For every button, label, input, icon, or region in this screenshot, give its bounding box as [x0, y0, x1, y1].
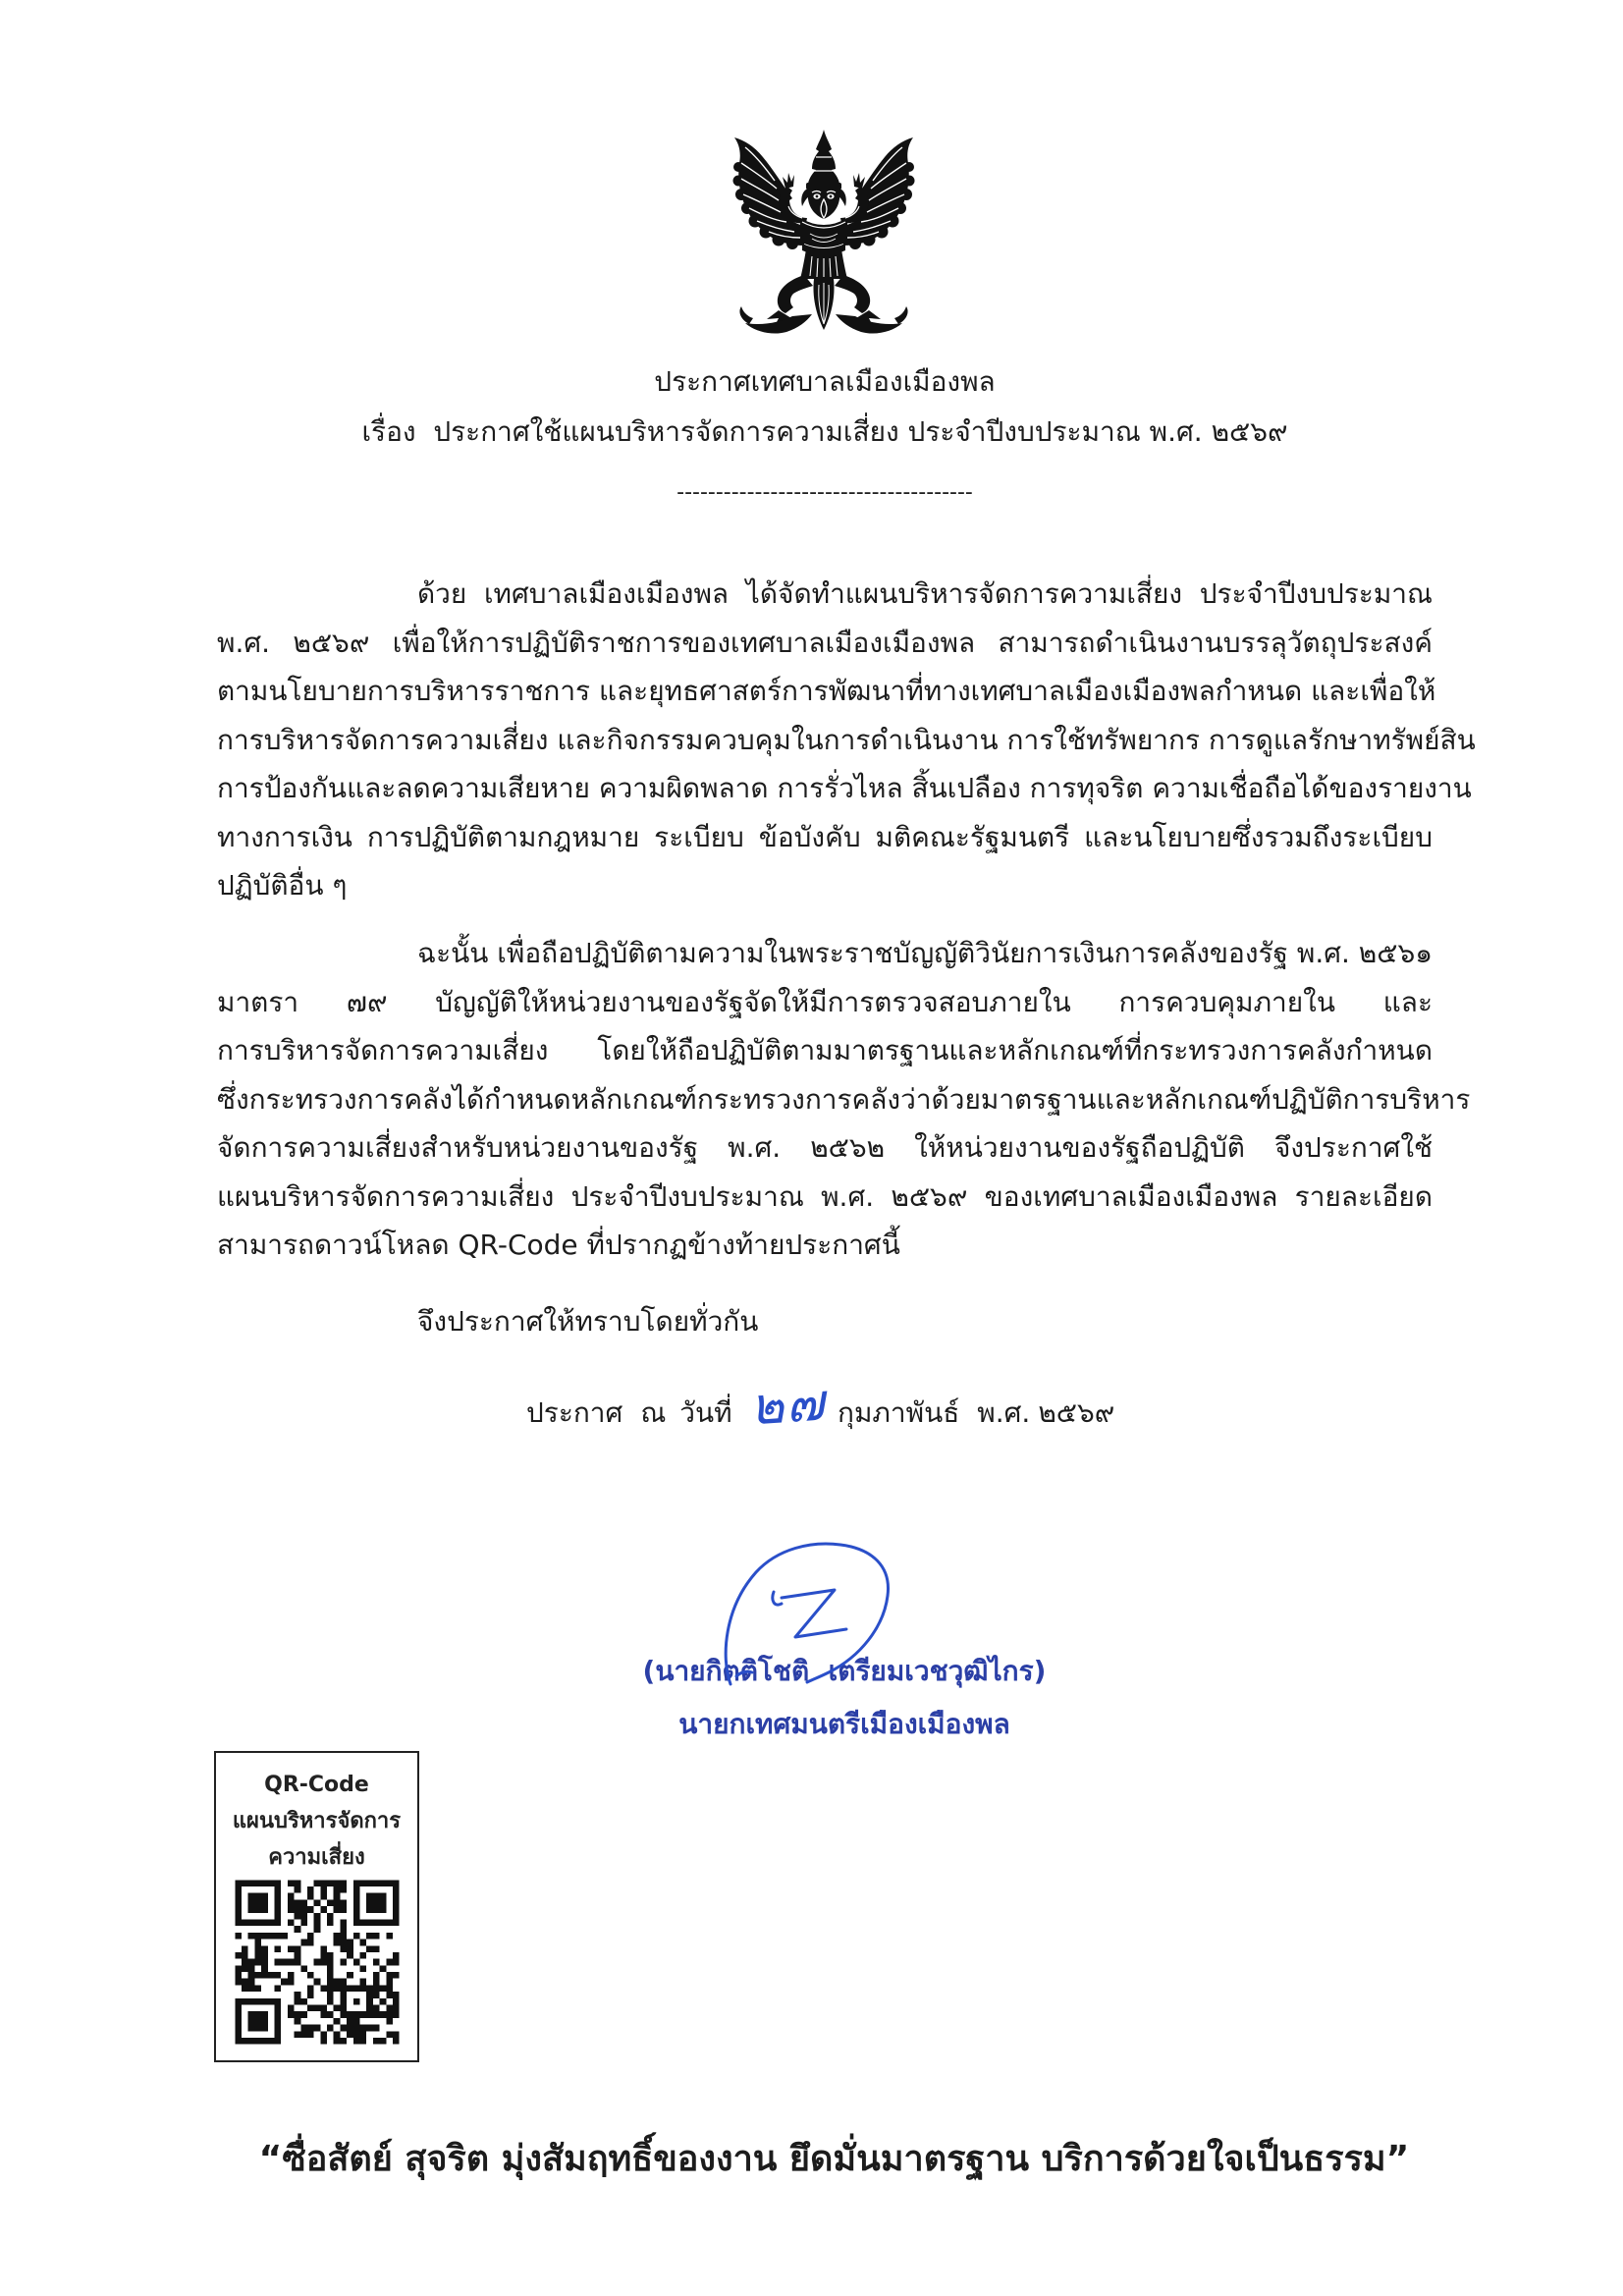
paragraph-line: จัดการความเสี่ยงสำหรับหน่วยงานของรัฐ พ.ศ. ๒๕๖๒ ให้หน่วยงานของรัฐถือปฏิบัติ จึงประกาศใช้ [217, 1131, 1433, 1164]
qr-label: แผนบริหารจัดการ [232, 1809, 402, 1833]
paragraph-1 [217, 570, 1476, 910]
paragraph-line: การบริหารจัดการความเสี่ยง และกิจกรรมควบคุมในการดำเนินงาน การใช้ทรัพยากร การดูแลรักษาทรัพย์สิน [217, 723, 1476, 756]
paragraph-line: พ.ศ. ๒๕๖๙ เพื่อให้การปฏิบัติราชการของเทศบาลเมืองเมืองพล สามารถดำเนินงานบรรลุวัตถุประสงค์ [217, 626, 1433, 659]
qr-code-icon [232, 1877, 403, 2048]
announcement-subject: เรื่อง ประกาศใช้แผนบริหารจัดการความเสี่ยง ประจำปีงบประมาณ พ.ศ. ๒๕๖๙ [361, 415, 1288, 448]
paragraph-line: แผนบริหารจัดการความเสี่ยง ประจำปีงบประมาณ พ.ศ. ๒๕๖๙ ของเทศบาลเมืองเมืองพล รายละเอียด [217, 1179, 1433, 1213]
garuda-head [808, 189, 840, 219]
paragraph-line: ฉะนั้น เพื่อถือปฏิบัติตามความในพระราชบัญญัติวินัยการเงินการคลังของรัฐ พ.ศ. ๒๕๖๑ [417, 937, 1434, 969]
paragraph-line: ทางการเงิน การปฏิบัติตามกฎหมาย ระเบียบ ข้อบังคับ มติคณะรัฐมนตรี และนโยบายซึ่งรวมถึงระเบียบ [217, 820, 1433, 853]
date-day-label: วันที่ [679, 1396, 732, 1429]
paragraph-line: การป้องกันและลดความเสียหาย ความผิดพลาด การรั่วไหล สิ้นเปลือง การทุจริต ความเชื่อถือได้ของรายงาน [217, 772, 1472, 804]
date-year: ๒๕๖๙ [1038, 1396, 1115, 1429]
title-separator: -------------------------------------- [676, 480, 973, 505]
handwritten-signature [717, 1539, 895, 1686]
paragraph-line: ซึ่งกระทรวงการคลังได้กำหนดหลักเกณฑ์กระทรวงการคลังว่าด้วยมาตรฐานและหลักเกณฑ์ปฏิบัติการบริหาร [217, 1082, 1471, 1116]
date-prefix: ประกาศ [526, 1396, 623, 1429]
paragraph-line: ปฏิบัติอื่น ๆ [217, 869, 348, 902]
announcement-date [526, 1373, 1115, 1438]
signatory-name: (นายกิตติโชติ เตรียมเวชวุฒิไกร) [642, 1655, 1047, 1687]
closing-statement: จึงประกาศให้ทราบโดยทั่วกัน [417, 1305, 759, 1338]
paragraph-line: มาตรา ๗๙ บัญญัติให้หน่วยงานของรัฐจัดให้มีการตรวจสอบภายใน การควบคุมภายใน และ [217, 985, 1433, 1018]
handwritten-day: ๒๗ [747, 1373, 828, 1438]
date-month: กุมภาพันธ์ [838, 1396, 960, 1429]
garuda-emblem [731, 128, 916, 342]
signatory-position: นายกเทศมนตรีเมืองเมืองพล [678, 1708, 1010, 1740]
date-year-label: พ.ศ. [977, 1396, 1031, 1429]
qr-code-box [214, 1751, 419, 2062]
qr-label: ความเสี่ยง [268, 1845, 365, 1870]
paragraph-line: ตามนโยบายการบริหารราชการ และยุทธศาสตร์การพัฒนาที่ทางเทศบาลเมืองเมืองพลกำหนด และเพื่อให้ [217, 675, 1436, 707]
paragraph-line: ด้วย เทศบาลเมืองเมืองพล ได้จัดทำแผนบริหารจัดการความเสี่ยง ประจำปีงบประมาณ [417, 577, 1433, 610]
paragraph-2 [217, 929, 1471, 1270]
footer-slogan: “ซื่อสัตย์ สุจริต มุ่งสัมฤทธิ์ของงาน ยึดมั่นมาตรฐาน บริการด้วยใจเป็นธรรม” [258, 2139, 1410, 2179]
paragraph-line: สามารถดาวน์โหลด QR-Code ที่ปรากฏข้างท้ายประกาศนี้ [217, 1229, 900, 1261]
paragraph-line: การบริหารจัดการความเสี่ยง โดยให้ถือปฏิบัติตามมาตรฐานและหลักเกณฑ์ที่กระทรวงการคลังกำหนด [217, 1034, 1433, 1066]
qr-label: QR-Code [264, 1773, 369, 1797]
announcement-title: ประกาศเทศบาลเมืองเมืองพล [654, 365, 996, 398]
date-at: ณ [640, 1396, 667, 1429]
